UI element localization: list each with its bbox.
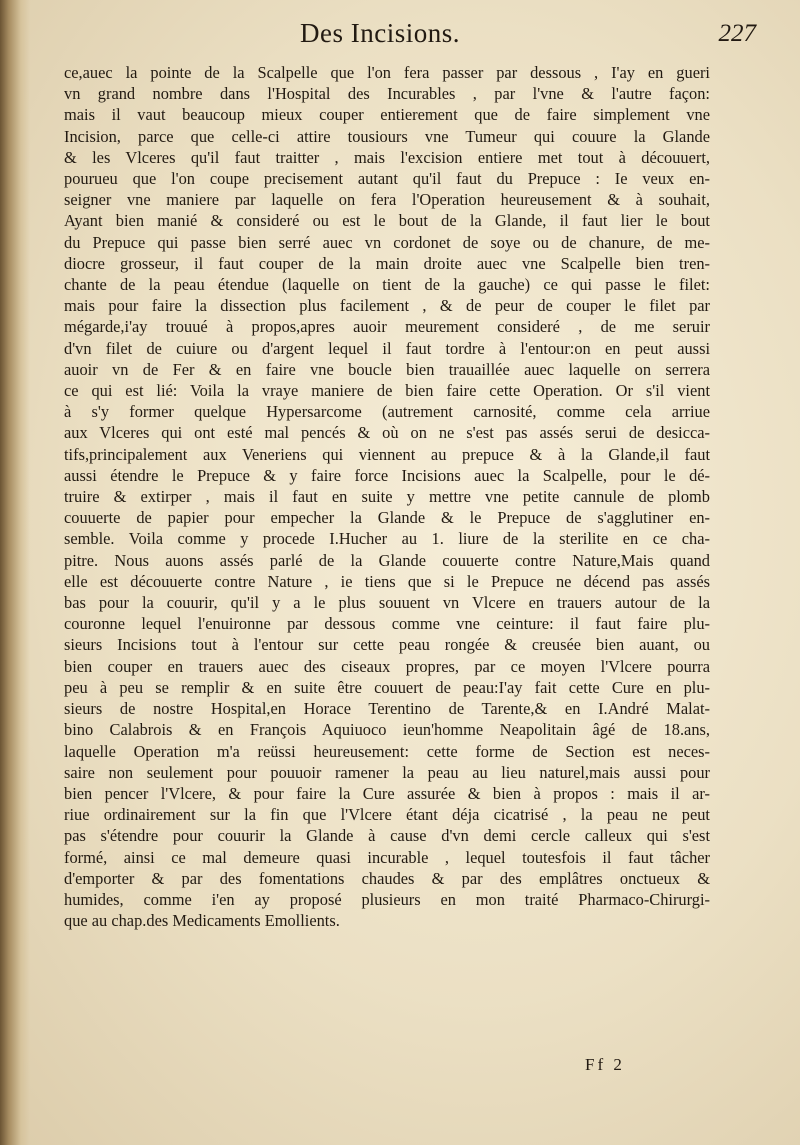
text-line: à s'y former quelque Hypersarcome (autrement carnosité, comme cela arriue <box>64 402 710 422</box>
signature-mark: Ff 2 <box>585 1055 625 1074</box>
text-line: riue ordinairement sur la fin que l'Vlcere étant déja cicatrisé , la peau ne peut <box>64 805 710 825</box>
text-line: sieurs Incisions tout à l'entour sur cette peau rongée & creusée bien auant, ou <box>64 635 710 655</box>
text-line: couronne lequel l'enuironne par dessous comme vne ceinture: il faut faire plu- <box>64 614 710 634</box>
text-line: elle est découuerte contre Nature , ie tiens que si le Prepuce ne décend pas assés <box>64 571 710 591</box>
text-line: bien couper en trauers auec des ciseaux propres, par ce moyen l'Vlcere pourra <box>64 656 710 676</box>
text-line: sieurs de nostre Hospital,en Horace Terentino de Tarente,& en I.André Malat- <box>64 699 710 719</box>
text-line: ce,auec la pointe de la Scalpelle que l'on fera passer par dessous , I'ay en gueri <box>64 63 710 82</box>
text-line: ce qui est lié: Voila la vraye maniere de bien faire cette Operation. Or s'il vient <box>64 381 710 401</box>
text-line: humides, comme i'en ay proposé plusieurs en mon traité Pharmaco-Chirurgi- <box>64 889 710 909</box>
text-line: diocre grosseur, il faut couper de la main droite auec vne Scalpelle bien tren- <box>64 253 710 273</box>
body-text <box>64 62 710 931</box>
text-line: Ayant bien manié & consideré ou est le bout de la Glande, il faut lier le bout <box>64 211 710 231</box>
text-line: saire non seulement pour pouuoir ramener la peau au lieu naturel,mais aussi pour <box>64 762 710 782</box>
text-line: aussi étendre le Prepuce & y faire force Incisions auec la Scalpelle, pour le dé- <box>64 465 710 485</box>
text-line: mais pour faire la dissection plus facilement , & de peur de couper le filet par <box>64 296 710 316</box>
text-line: seigner vne maniere par laquelle on fera l'Operation heureusement & à souhait, <box>64 190 710 210</box>
text-line: que au chap.des Medicaments Emollients. <box>64 911 340 931</box>
text-line: d'emporter & par des fomentations chaudes & par des emplâtres onctueux & <box>64 868 710 888</box>
text-line: aux Vlceres qui ont esté mal pencés & où on ne s'est pas assés serui de desicca- <box>64 423 710 443</box>
text-line: du Prepuce qui passe bien serré auec vn cordonet de soye ou de chanure, de me- <box>64 232 710 252</box>
text-line: semble. Voila comme y procede I.Hucher au 1. liure de la sterilite en ce cha- <box>64 529 710 549</box>
text-line: auoir vn de Fer & en faire vne boucle bien trauaillée auec laquelle on serrera <box>64 359 710 379</box>
text-line: chante de la peau étendue (laquelle on tient de la gauche) ce qui passe le filet: <box>64 275 710 295</box>
page-number: 227 <box>718 20 756 47</box>
text-line: mais il vaut beaucoup mieux couper entierement que de faire simplement vne <box>64 105 710 125</box>
text-line: bien pencer l'Vlcere, & pour faire la Cure assurée & bien à propos : mais il ar- <box>64 783 710 803</box>
text-line: pourueu que l'on coupe precisement autant qu'il faut du Prepuce : Ie veux en- <box>64 169 710 189</box>
text-line: peu à peu se remplir & en suite être couuert de peau:I'ay fait cette Cure en plu- <box>64 677 710 697</box>
text-line: Incision, parce que celle-ci attire tousiours vne Tumeur qui couure la Glande <box>64 126 710 146</box>
text-line: formé, ainsi ce mal demeure quasi incurable , lequel toutesfois il faut tâcher <box>64 847 710 867</box>
text-line: tifs,principalement aux Veneriens qui viennent au prepuce & à la Glande,il faut <box>64 444 710 464</box>
text-line: bas pour la couurir, qu'il y a le plus souuent vn Vlcere en trauers autour de la <box>64 593 710 613</box>
text-line: couuerte de papier pour empecher la Glande & le Prepuce de s'agglutiner en- <box>64 508 710 528</box>
running-header-title: Des Incisions. <box>300 18 460 48</box>
text-line: bino Calabrois & en François Aquiuoco ieun'homme Neapolitain âgé de 18.ans, <box>64 720 710 740</box>
binding-gutter <box>0 0 30 1145</box>
text-line: pas s'étendre pour couurir la Glande à cause d'vn demi cercle calleux qui s'est <box>64 826 710 846</box>
text-line: laquelle Operation m'a reüssi heureusement: cette forme de Section est neces- <box>64 741 710 761</box>
text-line: truire & extirper , mais il faut en suite y mettre vne petite cannule de plomb <box>64 487 710 507</box>
text-line: mégarde,i'ay trouué à propos,apres auoir meurement consideré , de me seruir <box>64 317 710 337</box>
text-line: pitre. Nous auons assés parlé de la Glande couuerte contre Nature,Mais quand <box>64 550 710 570</box>
text-line: & les Vlceres qu'il faut traitter , mais l'excision entiere met tout à découuert, <box>64 147 710 167</box>
text-line: d'vn filet de cuiure ou d'argent lequel il faut tordre à l'entour:on en peut aussi <box>64 338 710 358</box>
text-line: vn grand nombre dans l'Hospital des Incurables , par l'vne & l'autre façon: <box>64 84 710 104</box>
